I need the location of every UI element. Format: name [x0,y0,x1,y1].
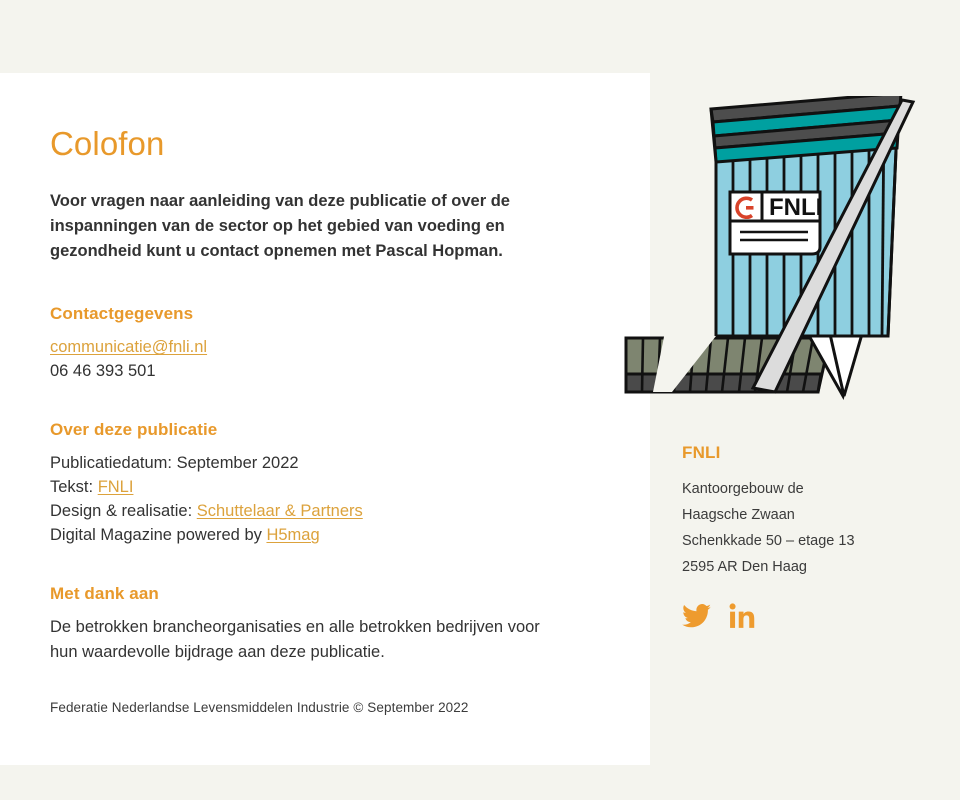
address-line-2: Haagsche Zwaan [682,506,795,523]
contact-block [50,304,600,384]
linkedin-icon[interactable] [729,603,755,634]
intro-paragraph: Voor vragen naar aanleiding van deze publicatie of over de inspanningen van de sector op het gebied van voeding en gezondheid kunt u contact opnemen met Pascal Hopman. [50,191,510,261]
about-block [50,420,600,548]
h5mag-link[interactable]: H5mag [266,526,320,545]
thanks-heading: Met dank aan [50,583,159,603]
about-heading: Over deze publicatie [50,419,218,439]
address-line-1: Kantoorgebouw de [682,481,804,497]
email-link[interactable]: communicatie@fnli.nl [50,338,208,357]
linkedin-in-glyph [729,603,755,629]
publication-date: Publicatiedatum: September 2022 [50,453,299,472]
schuttelaar-partners-link[interactable]: Schuttelaar & Partners [196,502,363,521]
text-credit-label: Tekst: [50,477,98,496]
rail-org-name: FNLI [682,443,721,462]
page-title: Colofon [50,125,165,162]
text-credit-line [50,475,600,499]
social-links [682,603,932,634]
building-illustration-svg [612,96,930,402]
thanks-body: De betrokken brancheorganisaties en alle betrokken bedrijven voor hun waardevolle bijdrage aan deze publicatie. [50,617,540,662]
thanks-block [50,584,600,666]
content-card [0,73,650,765]
twitter-icon[interactable] [682,604,711,633]
contact-email-line [50,335,600,359]
twitter-bird-glyph [682,604,711,628]
fnli-sign [730,192,822,254]
magazine-credit-line [50,523,600,547]
sidebar-address-block [682,443,932,634]
fnli-link[interactable]: FNLI [97,477,134,496]
fnli-building-illustration [612,96,930,402]
design-credit-line [50,499,600,523]
address-line-4: 2595 AR Den Haag [682,558,807,575]
design-credit-label: Design & realisatie: [50,502,197,521]
contact-phone: 06 46 393 501 [50,362,156,381]
contact-heading: Contactgegevens [50,304,194,324]
content-card-inner [0,73,650,715]
fnli-sign-text: FNLI [769,194,823,221]
address-line-3: Schenkkade 50 – etage 13 [682,532,855,549]
copyright-line: Federatie Nederlandse Levensmiddelen Industrie © September 2022 [50,699,469,715]
magazine-credit-label: Digital Magazine powered by [50,526,267,545]
